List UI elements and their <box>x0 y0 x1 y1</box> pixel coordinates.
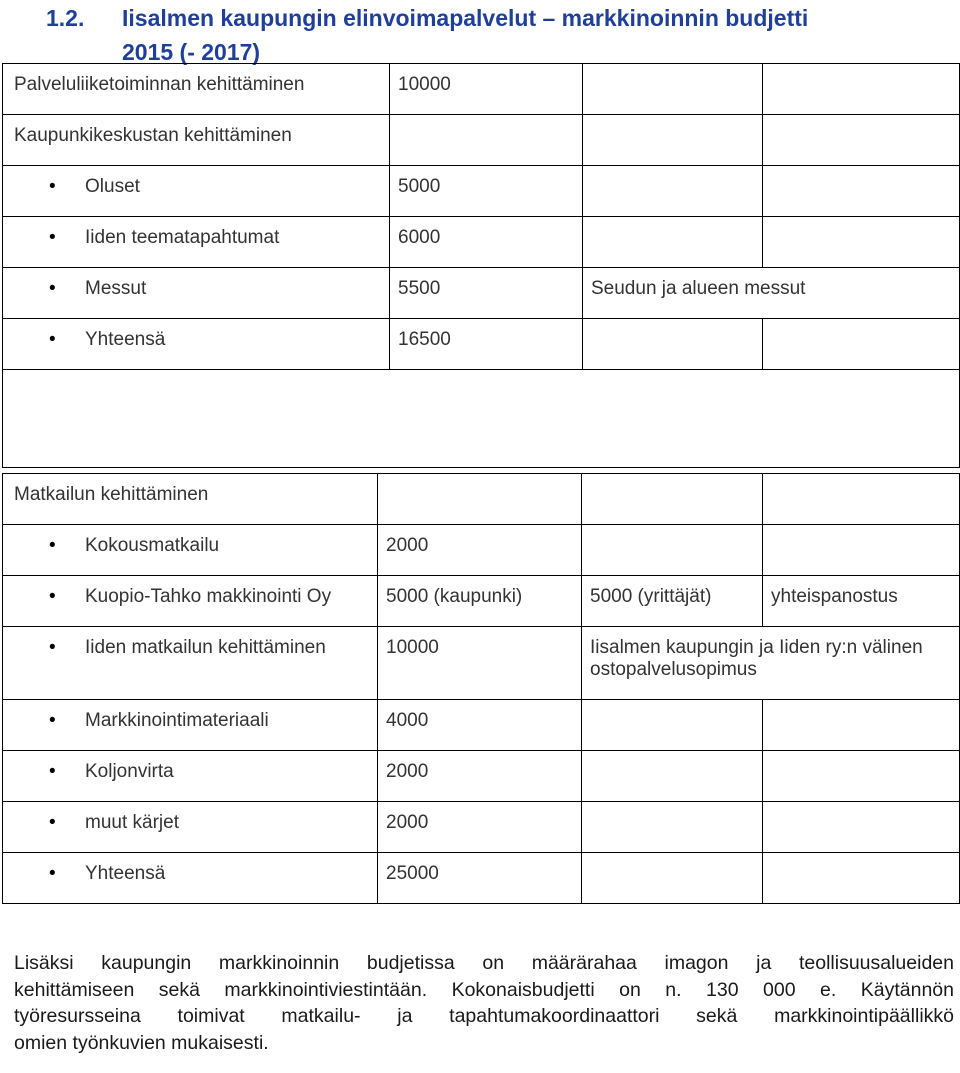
paragraph-line: kehittämiseen sekä markkinointiviestintään. Kokonaisbudjetti on n. 130 000 e. Käytännön <box>14 978 954 1001</box>
amount-cell: 16500 <box>390 319 583 370</box>
note-cell: Iisalmen kaupungin ja Iiden ry:n välinen ostopalvelusopimus <box>582 627 960 700</box>
paragraph-line: Lisäksi kaupungin markkinoinnin budjetissa on määrärahaa imagon ja teollisuusalueiden <box>14 952 954 974</box>
note-cell <box>583 217 763 268</box>
heading-number: 1.2. <box>46 5 85 31</box>
empty-cell <box>763 64 960 115</box>
empty-cell <box>763 166 960 217</box>
note-cell <box>582 751 763 802</box>
table-row <box>3 217 960 268</box>
note-cell <box>583 64 763 115</box>
row-label-cell: Kaupunkikeskustan kehittäminen <box>3 115 390 166</box>
table-row <box>3 166 960 217</box>
row-label-cell: • Koljonvirta <box>3 751 378 802</box>
paragraph-line: työresursseina toimivat matkailu- ja tapahtumakoordinaattori sekä markkinointipäällikkö <box>14 1005 954 1027</box>
table-row <box>3 115 960 166</box>
note-cell <box>583 166 763 217</box>
amount-cell: 4000 <box>378 700 582 751</box>
budget-table-tourism <box>2 473 960 904</box>
extra-cell <box>763 802 960 853</box>
table-row <box>3 700 960 751</box>
table-row <box>3 64 960 115</box>
empty-cell <box>763 217 960 268</box>
table-row <box>3 525 960 576</box>
amount-cell: 2000 <box>378 525 582 576</box>
extra-cell <box>763 474 960 525</box>
table-row <box>3 627 960 700</box>
amount-cell: 25000 <box>378 853 582 904</box>
table-row <box>3 319 960 370</box>
extra-cell: yhteispanostus <box>763 576 960 627</box>
table-row <box>3 474 960 525</box>
spacer-cell <box>3 370 960 468</box>
extra-cell <box>763 525 960 576</box>
table-row <box>3 802 960 853</box>
extra-cell <box>763 853 960 904</box>
amount-cell: 5500 <box>390 268 583 319</box>
row-label-cell: Matkailun kehittäminen <box>3 474 378 525</box>
table-spacer-row <box>3 370 960 468</box>
amount-cell: 10000 <box>378 627 582 700</box>
row-label-cell: • Markkinointimateriaali <box>3 700 378 751</box>
table-row <box>3 268 960 319</box>
heading-title: Iisalmen kaupungin elinvoimapalvelut – markkinoinnin budjetti <box>122 5 809 31</box>
table-row <box>3 576 960 627</box>
note-cell: Seudun ja alueen messut <box>583 268 960 319</box>
note-cell <box>583 115 763 166</box>
row-label-cell: Palveluliiketoiminnan kehittäminen <box>3 64 390 115</box>
budget-table-city-centre <box>2 63 960 468</box>
note-cell <box>582 853 763 904</box>
row-label-cell: • Oluset <box>3 166 390 217</box>
note-cell <box>583 319 763 370</box>
row-label-cell: • Kuopio-Tahko makkinointi Oy <box>3 576 378 627</box>
row-label-cell: • Kokousmatkailu <box>3 525 378 576</box>
note-cell: 5000 (yrittäjät) <box>582 576 763 627</box>
row-label-cell: • muut kärjet <box>3 802 378 853</box>
amount-cell: 2000 <box>378 751 582 802</box>
amount-cell: 5000 <box>390 166 583 217</box>
note-cell <box>582 802 763 853</box>
amount-cell: 5000 (kaupunki) <box>378 576 582 627</box>
row-label-cell: • Iiden teematapahtumat <box>3 217 390 268</box>
amount-cell <box>378 474 582 525</box>
row-label-cell: • Iiden matkailun kehittäminen <box>3 627 378 700</box>
empty-cell <box>763 115 960 166</box>
heading-line-1 <box>46 2 808 34</box>
empty-cell <box>763 319 960 370</box>
extra-cell <box>763 751 960 802</box>
row-label-cell: • Yhteensä <box>3 853 378 904</box>
amount-cell: 10000 <box>390 64 583 115</box>
table-row <box>3 751 960 802</box>
table-row <box>3 853 960 904</box>
heading-line-2: 2015 (- 2017) <box>122 39 261 65</box>
note-cell <box>582 700 763 751</box>
row-label-cell: • Messut <box>3 268 390 319</box>
paragraph-line: omien työnkuvien mukaisesti. <box>14 1031 269 1054</box>
amount-cell: 2000 <box>378 802 582 853</box>
row-label-cell: • Yhteensä <box>3 319 390 370</box>
amount-cell <box>390 115 583 166</box>
summary-paragraph <box>14 950 954 1056</box>
amount-cell: 6000 <box>390 217 583 268</box>
note-cell <box>582 474 763 525</box>
extra-cell <box>763 700 960 751</box>
note-cell <box>582 525 763 576</box>
